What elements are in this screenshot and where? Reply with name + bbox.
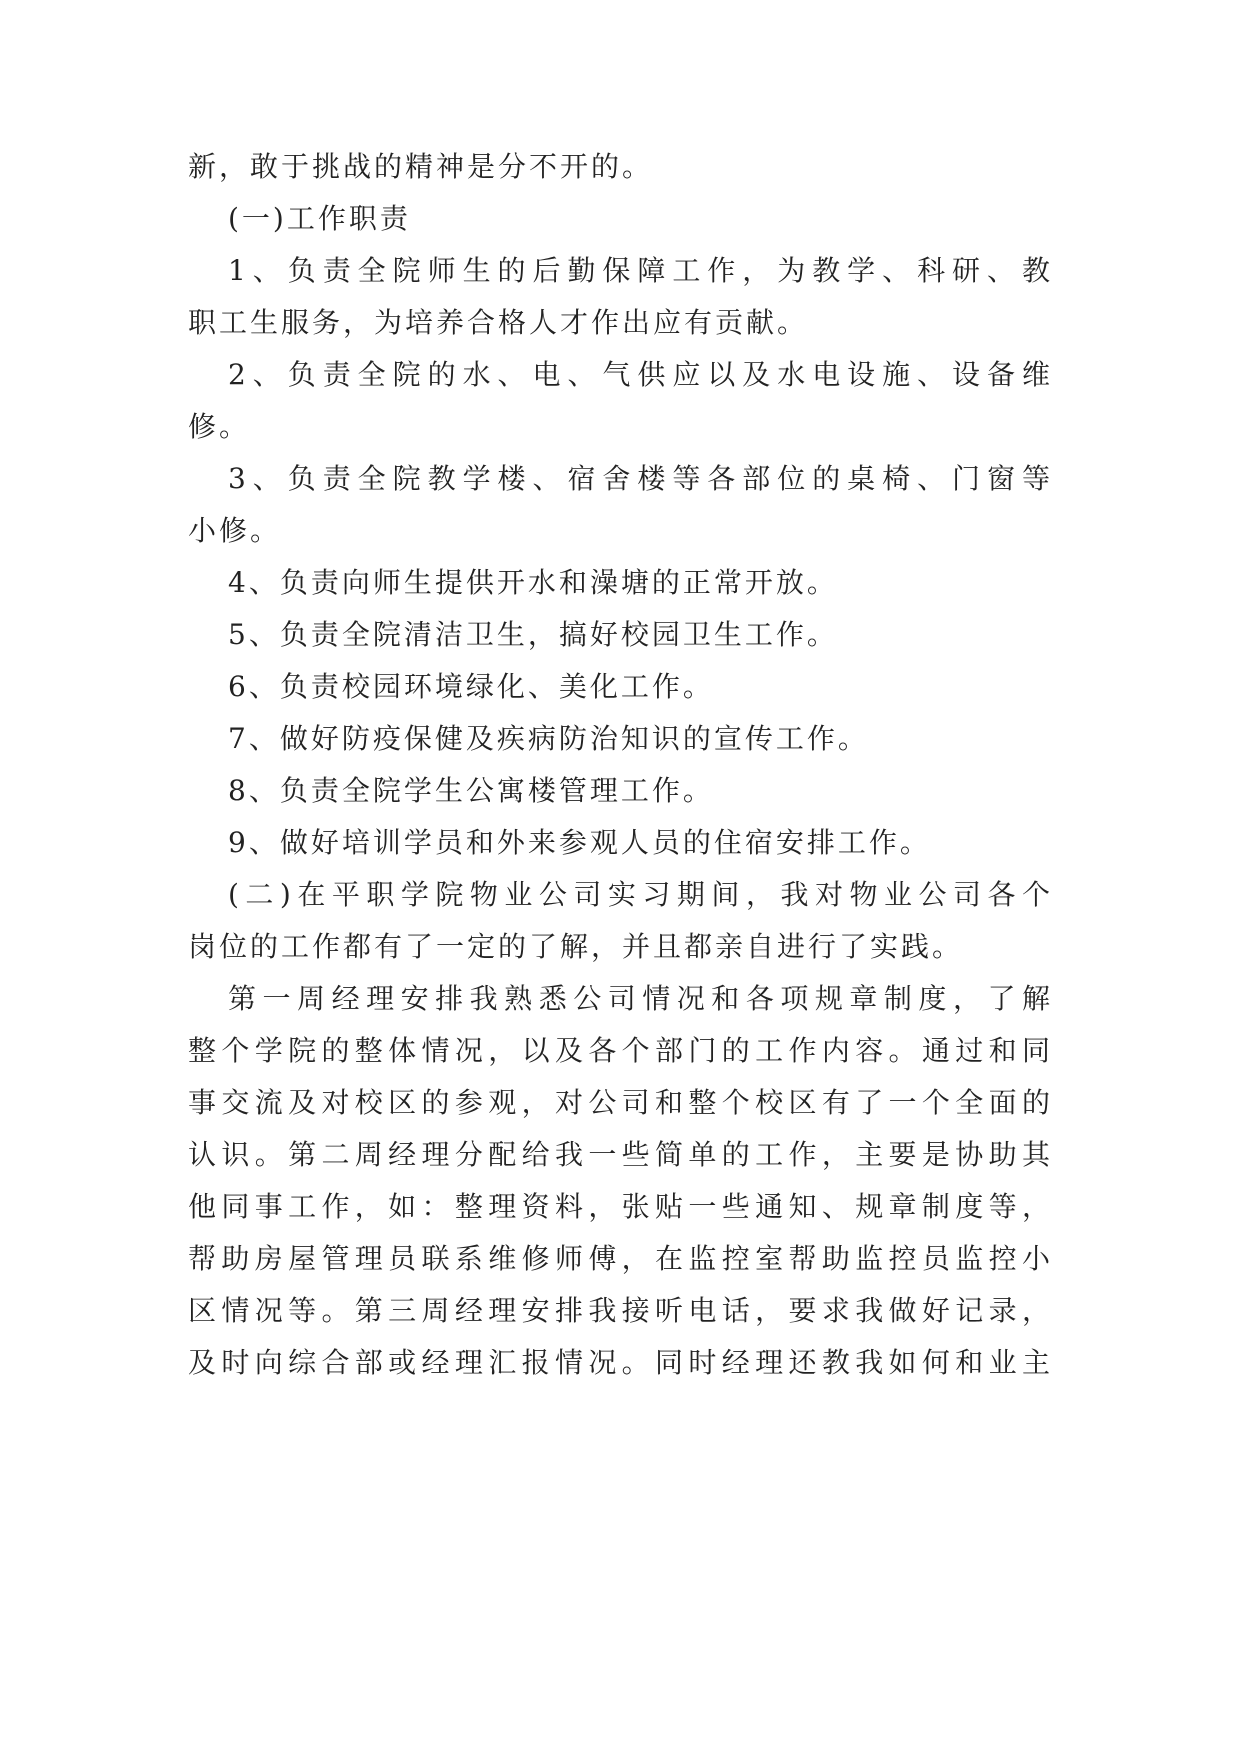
list-item-line: 5、负责全院清洁卫生，搞好校园卫生工作。 [228,618,838,651]
list-item-line: 4、负责向师生提供开水和澡塘的正常开放。 [228,566,838,599]
list-item-line: 6、负责校园环境绿化、美化工作。 [228,670,714,703]
paragraph-line: 第一周经理安排我熟悉公司情况和各项规章制度，了解 [228,982,1050,1015]
list-item-line: 7、做好防疫保健及疾病防治知识的宣传工作。 [228,722,869,755]
list-item-line: 1、负责全院师生的后勤保障工作，为教学、科研、教 [228,254,1050,287]
list-item-line: 3、负责全院教学楼、宿舍楼等各部位的桌椅、门窗等 [228,462,1050,495]
paragraph-line: 区情况等。第三周经理安排我接听电话，要求我做好记录， [188,1294,1050,1327]
paragraph-line: 事交流及对校区的参观，对公司和整个校区有了一个全面的 [188,1086,1050,1119]
paragraph-line: 他同事工作，如：整理资料，张贴一些通知、规章制度等， [188,1190,1050,1223]
paragraph-line: 岗位的工作都有了一定的了解，并且都亲自进行了实践。 [188,930,964,963]
list-item-line: 小修。 [188,514,282,547]
paragraph-line: 新，敢于挑战的精神是分不开的。 [188,150,654,183]
list-item-line: 8、负责全院学生公寓楼管理工作。 [228,774,714,807]
list-item-line: 9、做好培训学员和外来参观人员的住宿安排工作。 [228,826,931,859]
section-heading: (二)在平职学院物业公司实习期间，我对物业公司各个 [228,878,1050,911]
paragraph-line: 认识。第二周经理分配给我一些简单的工作，主要是协助其 [188,1138,1050,1171]
section-heading: (一)工作职责 [228,202,411,235]
list-item-line: 2、负责全院的水、电、气供应以及水电设施、设备维 [228,358,1050,391]
paragraph-line: 整个学院的整体情况，以及各个部门的工作内容。通过和同 [188,1034,1050,1067]
paragraph-line: 及时向综合部或经理汇报情况。同时经理还教我如何和业主 [188,1346,1050,1379]
list-item-line: 职工生服务，为培养合格人才作出应有贡献。 [188,306,809,339]
paragraph-line: 帮助房屋管理员联系维修师傅，在监控室帮助监控员监控小 [188,1242,1050,1275]
list-item-line: 修。 [188,410,251,443]
